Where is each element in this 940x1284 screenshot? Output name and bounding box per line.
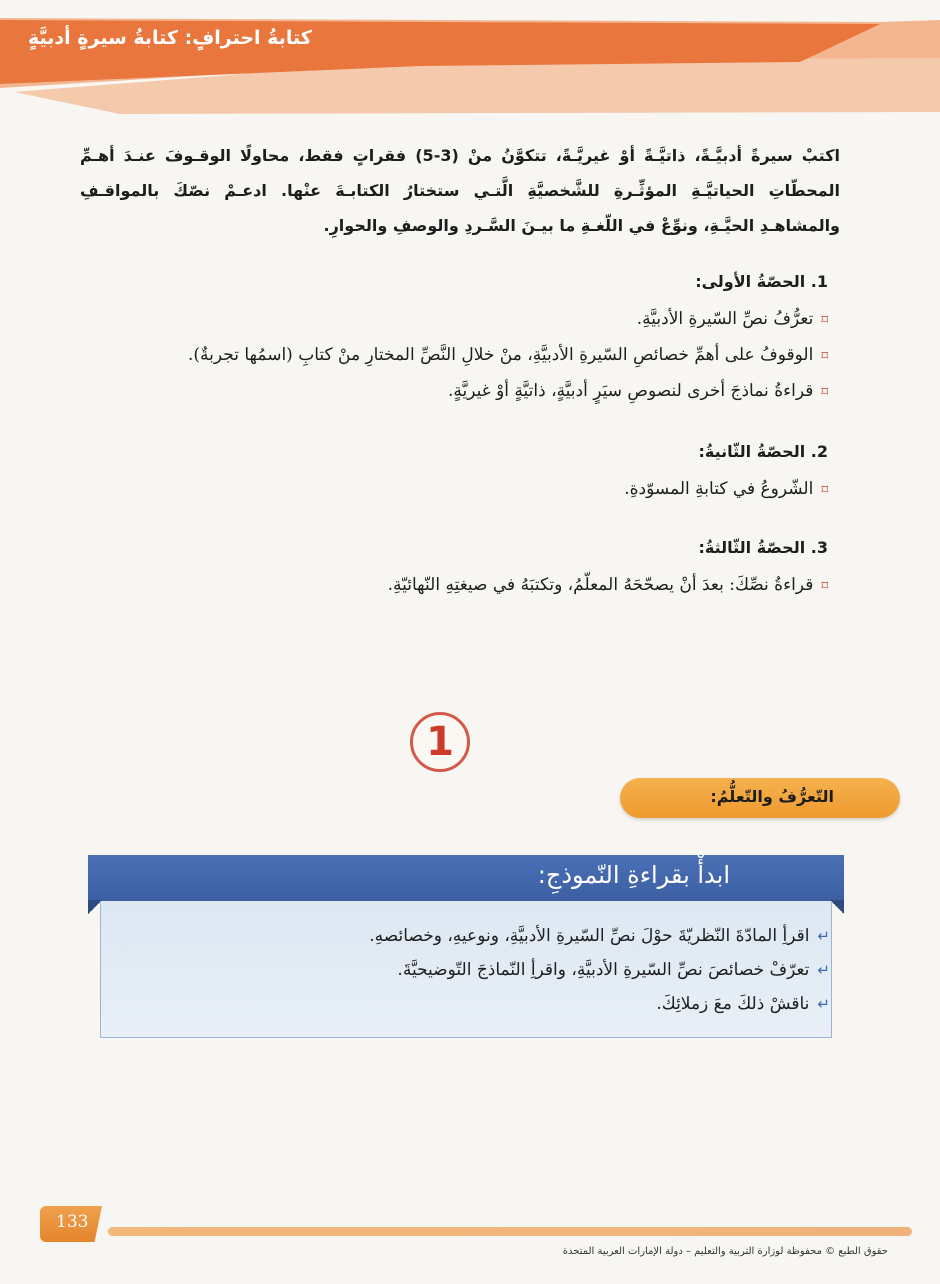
bullet-icon: ⌑	[821, 579, 828, 594]
list-item: ↵تعرّفْ خصائصَ نصِّ السّيرةِ الأدبيَّةِ، واقرأِ النّماذجَ التّوضيحيَّةَ.	[397, 960, 830, 980]
session-2-list	[624, 472, 828, 508]
step-number: 1	[426, 719, 454, 765]
bullet-icon: ⌑	[821, 313, 828, 328]
arrow-icon: ↵	[817, 995, 830, 1013]
session-2-title: 2. الحصّةُ الثّانيةُ:	[698, 442, 828, 461]
learn-label-text: التّعرُّفُ والتّعلُّمُ:	[710, 787, 834, 806]
footer-bar	[108, 1227, 912, 1236]
fold-corner-right	[830, 900, 844, 914]
list-item: ↵ناقشْ ذلكَ معَ زملائِكَ.	[656, 994, 830, 1014]
list-item: ⌑قراءةُ نماذجَ أخرى لنصوصِ سيَرٍ أدبيَّةٍ، ذاتيَّةٍ أوْ غيريَّةٍ.	[448, 381, 828, 401]
banner-shape	[0, 0, 940, 120]
copyright-text: حقوق الطبع © محفوظة لوزارة التربية والتعليم – دولة الإمارات العربية المتحدة	[562, 1246, 888, 1257]
header-banner	[0, 0, 940, 120]
arrow-icon: ↵	[817, 961, 830, 979]
session-1-title: 1. الحصّةُ الأولى:	[695, 272, 828, 291]
intro-paragraph: اكتبْ سيرةً أدبيَّـةً، ذاتيَّـةً أوْ غيريَّـةً، تتكوَّنُ منْ (3-5) فقراتٍ فقط، محاولًا الوقـوفَ عنـدَ أهـمِّ المحطّاتِ الحياتيَّـةِ المؤثِّـرةِ للشَّخصيَّةِ الَّتـي ستختارُ الكتابـةَ عنْها. ادعـمْ نصّكَ بالمواقـفِ والمشاهـدِ الحيَّـةِ، ونوِّعْ في اللّغـةِ ما بيـنَ السَّـردِ والوصفِ والحوارِ.	[80, 146, 841, 235]
list-item: ⌑الشّروعُ في كتابةِ المسوّدةِ.	[624, 479, 828, 499]
arrow-icon: ↵	[817, 927, 830, 945]
bullet-icon: ⌑	[821, 483, 828, 498]
page-number: 133	[56, 1212, 89, 1232]
page-title: كتابةُ احترافٍ: كتابةُ سيرةٍ أدبيَّةٍ	[28, 27, 312, 49]
learn-section-label	[620, 778, 900, 818]
list-item: ⌑قراءةُ نصِّكَ: بعدَ أنْ يصحّحَهُ المعلّمُ، وتكتبَهُ في صيغتِهِ النّهائيّةِ.	[387, 575, 828, 595]
step-number-badge	[410, 712, 470, 772]
list-item: ⌑الوقوفُ على أهمِّ خصائصِ السّيرةِ الأدبيَّةِ، منْ خلالِ النَّصِّ المختارِ منْ كتابِ (اسمُها تجربةٌ).	[187, 345, 828, 365]
session-3-title: 3. الحصّةُ الثّالثةُ:	[698, 538, 828, 557]
list-item: ↵اقرأِ المادّةَ النّظريّةَ حوْلَ نصِّ السّيرةِ الأدبيَّةِ، ونوعيهِ، وخصائصهِ.	[369, 926, 830, 946]
model-box-title: ابدأْ بقراءةِ النّموذجِ:	[537, 861, 730, 889]
model-box-list	[369, 919, 830, 1021]
list-item: ⌑تعرُّفُ نصِّ السّيرةِ الأدبيَّةِ.	[636, 309, 828, 329]
session-1-list	[188, 302, 828, 410]
bullet-icon: ⌑	[821, 385, 828, 400]
bullet-icon: ⌑	[821, 349, 828, 364]
model-box-header	[88, 855, 844, 901]
session-3-list	[388, 568, 828, 604]
